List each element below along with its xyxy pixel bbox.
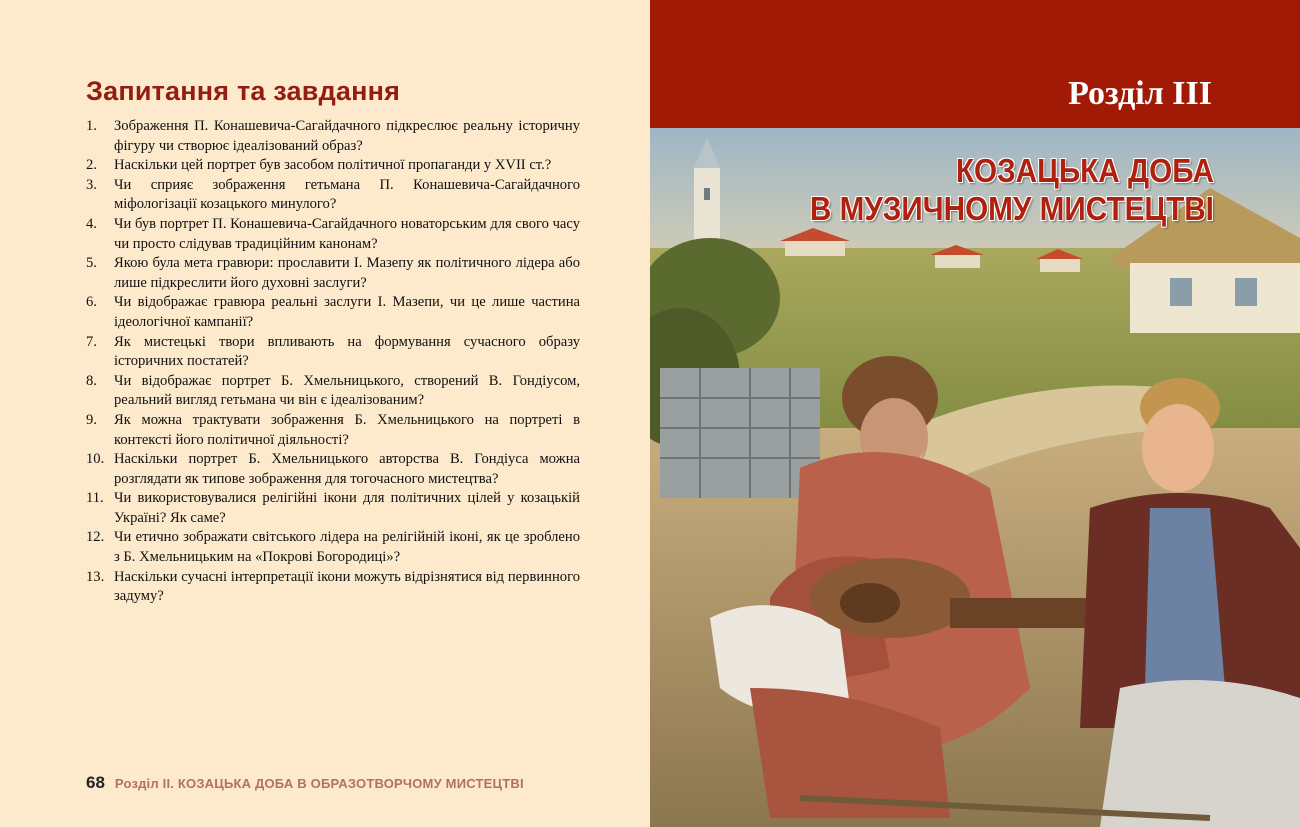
- question-item: [86, 450, 580, 489]
- section-heading: Запитання та завдання: [86, 76, 401, 106]
- stone-wall: [660, 368, 820, 498]
- question-number: 5.: [86, 255, 97, 272]
- question-text: Зображення П. Конашевича-Сагайдачного підкреслює реальну історичну фігуру чи створює ідеалізований образ?: [114, 118, 580, 154]
- question-text: Якою була мета гравюри: прославити І. Мазепу як політичного лідера або лише підкреслити його духовні заслуги?: [114, 255, 580, 291]
- painting-illustration: [650, 128, 1300, 827]
- question-item: [86, 254, 580, 293]
- question-number: 1.: [86, 118, 97, 134]
- question-item: [86, 333, 580, 372]
- page-number: 68: [86, 773, 105, 792]
- question-text: Чи відображає портрет Б. Хмельницького, створений В. Гондіусом, реальний вигляд гетьмана чи він є ідеалізованим?: [114, 372, 580, 409]
- question-number: 12.: [86, 529, 105, 546]
- chapter-title: [810, 152, 1214, 228]
- question-number: 6.: [86, 294, 97, 311]
- question-item: [86, 156, 580, 176]
- question-number: 7.: [86, 333, 97, 350]
- question-item: [86, 215, 580, 254]
- question-text: Чи сприяє зображення гетьмана П. Конашевича-Сагайдачного міфологізації козацького минулого?: [114, 176, 580, 213]
- question-text: Наскільки сучасні інтерпретації ікони можуть відрізнятися від первинного задуму?: [114, 568, 580, 605]
- question-list: [86, 117, 580, 607]
- question-item: [86, 411, 580, 450]
- question-text: Чи етично зображати світського лідера на релігійній іконі, як це зроблено з Б. Хмельницьким на «Покрові Богородиці»?: [114, 529, 580, 566]
- question-text: Наскільки портрет Б. Хмельницького авторства В. Гондіуса можна розглядати як типове зображення для тогочасного мистецтва?: [114, 451, 580, 487]
- chapter-label: Розділ ІІІ: [1068, 75, 1212, 112]
- question-item: [86, 293, 580, 332]
- running-head: Розділ ІІ. КОЗАЦЬКА ДОБА В ОБРАЗОТВОРЧОМУ МИСТЕЦТВІ: [114, 776, 524, 791]
- question-text: Чи відображає гравюра реальні заслуги І. Мазепи, чи це лише частина ідеологічної кампанії?: [114, 294, 580, 330]
- question-text: Як мистецькі твори впливають на формування сучасного образу історичних постатей?: [114, 333, 580, 370]
- question-number: 13.: [86, 568, 105, 585]
- question-number: 9.: [86, 411, 97, 428]
- question-text: Чи використовувалися релігійні ікони для політичних цілей у козацькій Україні? Як саме?: [114, 490, 580, 526]
- question-number: 10.: [86, 451, 105, 468]
- question-number: 3.: [86, 176, 97, 193]
- question-item: [86, 489, 580, 528]
- question-text: Чи був портрет П. Конашевича-Сагайдачного новаторським для свого часу чи просто слідував традиційним канонам?: [114, 215, 580, 252]
- question-item: [86, 568, 580, 607]
- question-text: Наскільки цей портрет був засобом політичної пропаганди у XVII ст.?: [114, 157, 552, 174]
- right-page: [650, 0, 1300, 827]
- question-number: 4.: [86, 215, 97, 232]
- question-item: [86, 372, 580, 411]
- question-number: 11.: [86, 490, 104, 507]
- question-number: 2.: [86, 157, 97, 174]
- question-number: 8.: [86, 372, 97, 389]
- question-item: [86, 117, 580, 156]
- chapter-title-line: В МУЗИЧНОМУ МИСТЕЦТВІ: [809, 190, 1214, 227]
- chapter-title-line: КОЗАЦЬКА ДОБА: [955, 152, 1214, 189]
- question-item: [86, 528, 580, 567]
- question-item: [86, 176, 580, 215]
- page-footer: [86, 773, 524, 793]
- question-text: Як можна трактувати зображення Б. Хмельницького на портреті в контексті його політичної діяльності?: [114, 411, 580, 448]
